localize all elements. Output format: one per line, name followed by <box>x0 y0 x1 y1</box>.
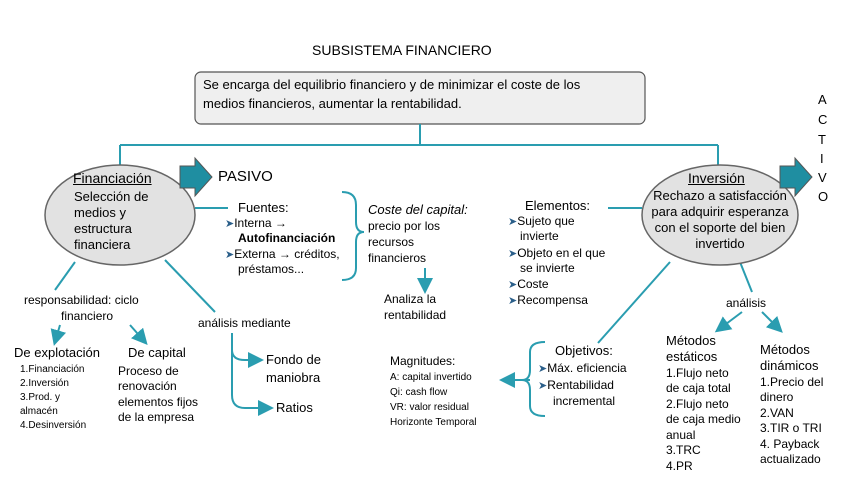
estaticos-title: estáticos <box>666 349 718 364</box>
bullet-arrow-icon: ➤ <box>508 279 518 291</box>
explotacion-item: almacén <box>20 406 58 417</box>
financiacion-desc: estructura <box>74 221 132 236</box>
analisis-mediante-label: análisis mediante <box>198 316 291 330</box>
financiacion-desc: medios y <box>74 205 127 220</box>
responsabilidad-label: financiero <box>61 309 114 323</box>
financiacion-title: Financiación <box>73 170 152 186</box>
estaticos-item: 4.PR <box>666 459 693 473</box>
capital-desc: Proceso de <box>118 364 179 378</box>
financiacion-desc: financiera <box>74 237 131 252</box>
dinamicos-item: actualizado <box>760 452 821 466</box>
magnitudes-title: Magnitudes: <box>390 354 456 368</box>
dinamicos-item: dinero <box>760 390 794 404</box>
fuentes-brace <box>342 192 364 280</box>
fuentes-label: Fuentes: <box>238 200 289 215</box>
explotacion-item: 3.Prod. y <box>20 392 61 403</box>
estaticos-item: anual <box>666 428 696 442</box>
magnitudes-item: Qi: cash flow <box>390 387 448 398</box>
coste-desc: recursos <box>368 235 415 249</box>
elementos-label: Elementos: <box>525 198 591 213</box>
estaticos-item: 1.Flujo neto <box>666 366 729 380</box>
explotacion-item: 4.Desinversión <box>20 420 87 431</box>
estaticos-item: de caja total <box>666 381 731 395</box>
dinamicos-item: 2.VAN <box>760 406 794 420</box>
fuentes-externa: ➤Externa → créditos, <box>225 247 340 261</box>
magnitudes-item: A: capital invertido <box>390 372 472 383</box>
fondo-label: maniobra <box>266 370 321 385</box>
estaticos-title: Métodos <box>666 333 716 348</box>
magnitudes-item: Horizonte Temporal <box>390 417 477 428</box>
magnitudes-item: VR: valor residual <box>390 402 469 413</box>
objetivos-item: ➤Rentabilidad <box>538 378 614 392</box>
dinamicos-title: Métodos <box>760 342 810 357</box>
dinamicos-item: 3.TIR o TRI <box>760 421 822 435</box>
activo-letter: V <box>818 170 827 185</box>
dinamicos-item: 4. Payback <box>760 437 820 451</box>
top-box-line-1: Se encarga del equilibrio financiero y de minimizar el coste de los <box>203 77 581 92</box>
responsabilidad-label: responsabilidad: ciclo <box>24 293 139 307</box>
bullet-arrow-icon: ➤ <box>225 218 235 230</box>
inversion-desc: Rechazo a satisfacción <box>653 188 787 203</box>
top-box-line-2: medios financieros, aumentar la rentabilidad. <box>203 96 462 111</box>
objetivos-title: Objetivos: <box>555 343 613 358</box>
fuentes-autofinanciacion: Autofinanciación <box>238 231 336 245</box>
bullet-arrow-icon: ➤ <box>508 248 518 260</box>
elementos-item: ➤Recompensa <box>508 293 588 307</box>
coste-title: Coste del capital: <box>368 202 468 217</box>
activo-letter: C <box>818 112 828 127</box>
inversion-desc: invertido <box>695 236 745 251</box>
estaticos-item: de caja medio <box>666 412 741 426</box>
activo-letter: T <box>818 132 826 147</box>
fuentes-externa-2: préstamos... <box>238 262 305 276</box>
elementos-item: se invierte <box>520 261 575 275</box>
elementos-item: ➤Coste <box>508 277 549 291</box>
activo-letter: I <box>820 151 824 166</box>
capital-desc: renovación <box>118 379 177 393</box>
explotacion-item: 2.Inversión <box>20 378 69 389</box>
financiacion-desc: Selección de <box>74 189 149 204</box>
dinamicos-item: 1.Precio del <box>760 375 824 389</box>
inversion-title: Inversión <box>688 170 745 186</box>
analiza-label: Analiza la <box>384 292 437 306</box>
elementos-item: invierte <box>520 229 559 243</box>
objetivos-item: ➤Máx. eficiencia <box>538 361 627 375</box>
analiza-label: rentabilidad <box>384 308 447 322</box>
elementos-item: ➤Sujeto que <box>508 214 575 228</box>
capital-desc: elementos fijos <box>118 395 199 409</box>
activo-letter: A <box>818 92 827 107</box>
explotacion-item: 1.Financiación <box>20 364 85 375</box>
inversion-desc: para adquirir esperanza <box>651 204 789 219</box>
bullet-arrow-icon: ➤ <box>538 363 548 375</box>
ratios-label: Ratios <box>276 400 313 415</box>
bullet-arrow-icon: ➤ <box>225 249 235 261</box>
fondo-label: Fondo de <box>266 352 321 367</box>
analisis-label: análisis <box>726 296 767 310</box>
estaticos-item: 2.Flujo neto <box>666 397 729 411</box>
fuentes-interna: ➤Interna → <box>225 216 287 230</box>
inversion-desc: con el soporte del bien <box>654 220 786 235</box>
bullet-arrow-icon: ➤ <box>538 380 548 392</box>
bullet-arrow-icon: ➤ <box>508 216 518 228</box>
diagram-title: SUBSISTEMA FINANCIERO <box>312 42 492 58</box>
explotacion-title: De explotación <box>14 345 100 360</box>
dinamicos-title: dinámicos <box>760 358 819 373</box>
capital-desc: de la empresa <box>118 410 195 424</box>
coste-desc: financieros <box>368 251 427 265</box>
coste-desc: precio por los <box>368 219 441 233</box>
pasivo-label: PASIVO <box>218 168 273 185</box>
objetivos-item: incremental <box>553 394 616 408</box>
bullet-arrow-icon: ➤ <box>508 295 518 307</box>
activo-letter: O <box>818 189 829 204</box>
capital-title: De capital <box>128 345 186 360</box>
estaticos-item: 3.TRC <box>666 443 701 457</box>
elementos-item: ➤Objeto en el que <box>508 246 606 260</box>
